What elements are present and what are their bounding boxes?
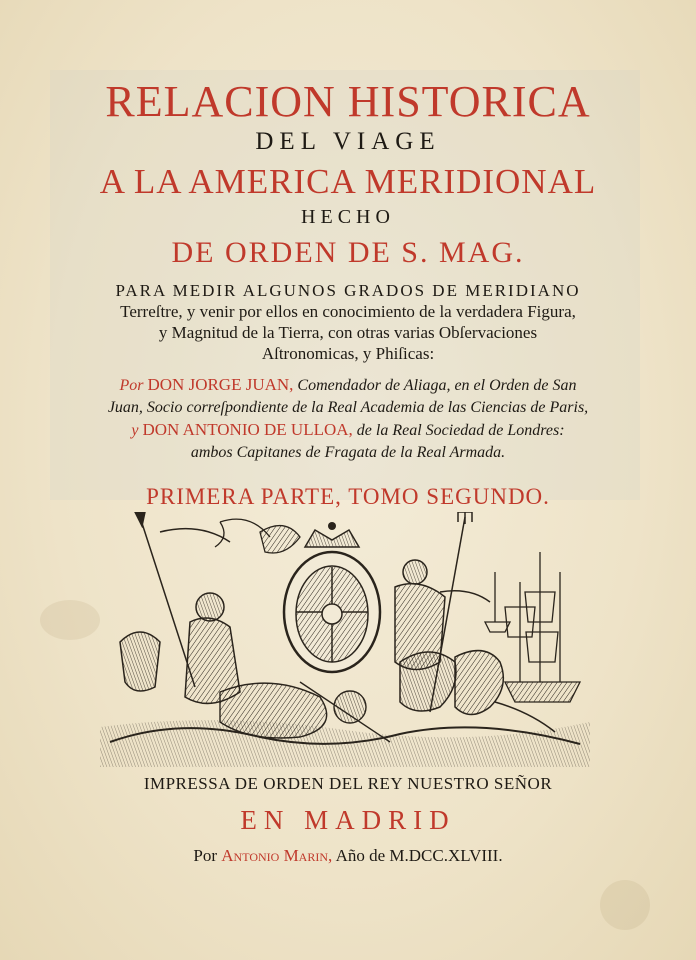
authors-block xyxy=(0,374,696,464)
imprint-city: EN MADRID xyxy=(240,805,456,835)
publication-year: Año de M.DCC.XLVIII. xyxy=(335,846,503,865)
authors-line-2: Juan, Socio correſpondiente de la Real Academia de las Ciencias de Paris, xyxy=(107,399,589,416)
author-name-1: DON JORGE JUAN, xyxy=(147,375,294,394)
publisher-prefix: Por xyxy=(193,846,218,865)
author-title-1: Comendador de Aliaga, en el Orden de San xyxy=(297,377,577,394)
title-line-5: DE ORDEN DE S. MAG. xyxy=(171,236,525,269)
authors-line-3 xyxy=(0,419,696,442)
publisher-name: Antonio Marin, xyxy=(221,846,333,865)
publisher-line xyxy=(0,846,696,866)
author-conjunction: y xyxy=(131,422,139,439)
purpose-line-1: PARA MEDIR ALGUNOS GRADOS DE MERIDIANO xyxy=(115,281,581,300)
purpose-line-3: y Magnitud de la Tierra, con otras varias Obſervaciones xyxy=(158,323,538,342)
title-line-4: HECHO xyxy=(301,206,395,228)
authors-line-1 xyxy=(0,374,696,397)
purpose-line-2: Terreſtre, y venir por ellos en conocimiento de la verdadera Figura, xyxy=(120,302,576,321)
royal-coat-of-arms xyxy=(284,522,380,672)
volume-designation: PRIMERA PARTE, TOMO SEGUNDO. xyxy=(146,484,550,509)
authors-line-4: ambos Capitanes de Fragata de la Real Armada. xyxy=(190,444,506,461)
winged-figure xyxy=(215,519,300,553)
title-line-1: RELACION HISTORICA xyxy=(105,77,591,126)
author-prefix: Por xyxy=(119,377,144,394)
title-line-2: DEL VIAGE xyxy=(255,128,441,155)
author-title-2: de la Real Sociedad de Londres: xyxy=(356,422,565,439)
paper-stain xyxy=(40,600,100,640)
author-name-2: DON ANTONIO DE ULLOA, xyxy=(142,420,353,439)
imprint-line: IMPRESSA DE ORDEN DEL REY NUESTRO SEÑOR xyxy=(143,774,553,793)
allegorical-engraving xyxy=(100,512,590,767)
paper-stain xyxy=(600,880,650,930)
title-line-3: A LA AMERICA MERIDIONAL xyxy=(99,162,597,201)
purpose-text xyxy=(0,280,696,364)
purpose-line-4: Aſtronomicas, y Phiſicas: xyxy=(261,344,435,363)
